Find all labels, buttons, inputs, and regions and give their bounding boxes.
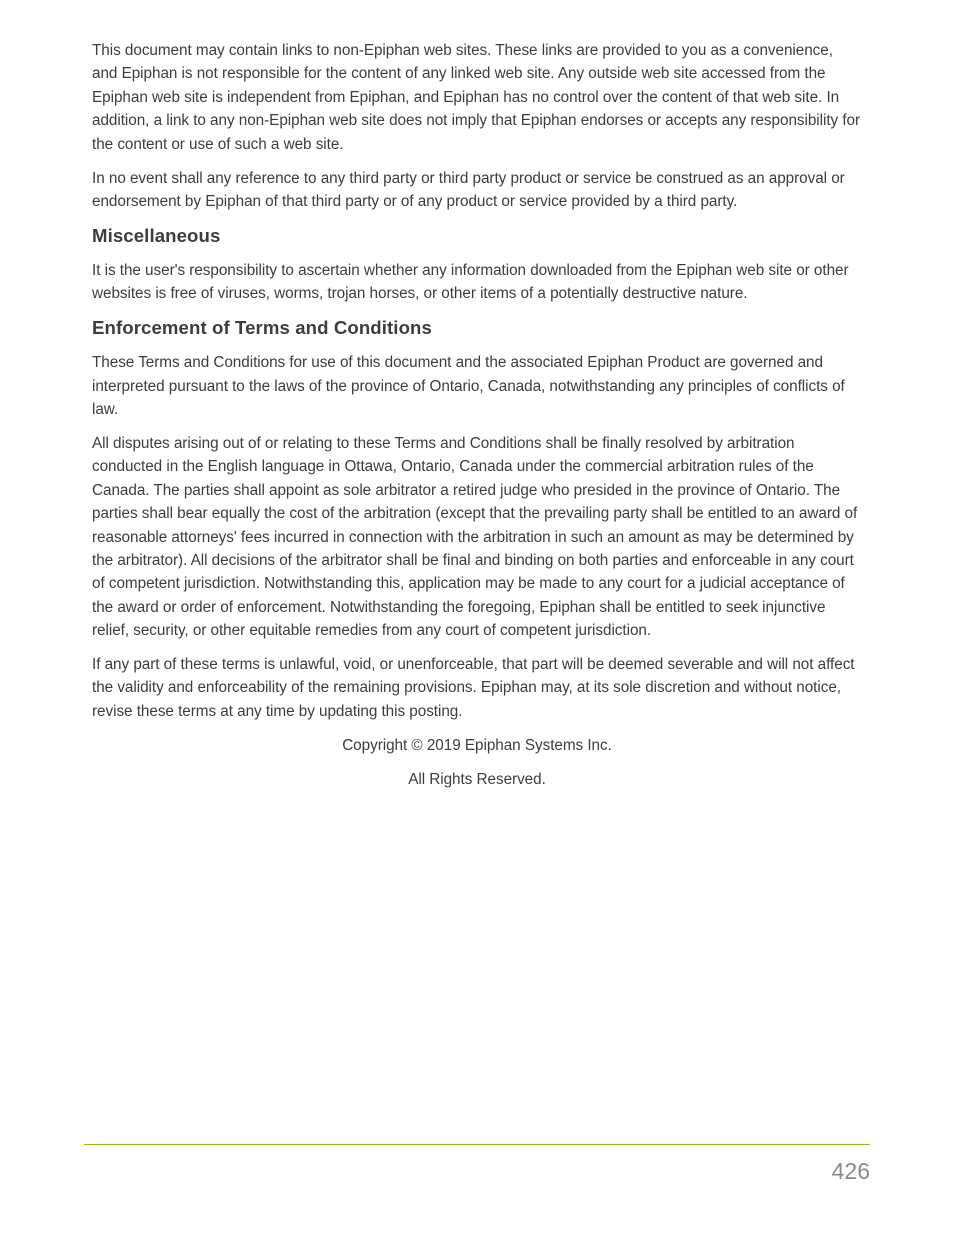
rights-reserved-line: All Rights Reserved. bbox=[408, 770, 546, 788]
page-number: 426 bbox=[831, 1158, 870, 1184]
document-body bbox=[92, 39, 862, 802]
paragraph-third-party: In no event shall any reference to any third party or third party product or service be construed as an approval or endorsement by Epiphan of that third party or of any product or service provided by a third party. bbox=[92, 169, 845, 210]
heading-miscellaneous: Miscellaneous bbox=[92, 224, 221, 246]
footer-divider bbox=[84, 1144, 870, 1145]
paragraph-miscellaneous: It is the user's responsibility to ascertain whether any information downloaded from the Epiphan web site or other websites is free of viruses, worms, trojan horses, or other items of a potentially destructive nature. bbox=[92, 261, 849, 303]
copyright-line: Copyright © 2019 Epiphan Systems Inc. bbox=[342, 736, 612, 754]
paragraph-arbitration: All disputes arising out of or relating to these Terms and Conditions shall be finally resolved by arbitration conducted in the English language in Ottawa, Ontario, Canada under the commercial arbitration rules of the Canada. The parties shall appoint as sole arbitrator a retired judge who presided in the province of Ontario. The parties shall bear equally the cost of the arbitration (except that the prevailing party shall be entitled to an award of reasonable attorneys' fees incurred in connection with the arbitration in such an amount as may be determined by the arbitrator). All decisions of the arbitrator shall be final and binding on both parties and enforceable in any court of competent jurisdiction. Notwithstanding this, application may be made to any court for a judicial acceptance of the award or order of enforcement. Notwithstanding the foregoing, Epiphan shall be entitled to seek injunctive relief, security, or other equitable remedies from any court of competent jurisdiction. bbox=[92, 434, 858, 640]
paragraph-severability: If any part of these terms is unlawful, void, or unenforceable, that part will be deemed severable and will not affect the validity and enforceability of the remaining provisions. Epiphan may, at its sole discretion and without notice, revise these terms at any time by updating this posting. bbox=[92, 656, 855, 720]
heading-enforcement: Enforcement of Terms and Conditions bbox=[92, 317, 432, 339]
paragraph-external-links: This document may contain links to non-Epiphan web sites. These links are provided to you as a convenience, and Epiphan is not responsible for the content of any linked web site. Any outside web site accessed from the Epiphan web site is independent from Epiphan, and Epiphan has no control over the content of that web site. In addition, a link to any non-Epiphan web site does not imply that Epiphan endorses or accepts any responsibility for the content or use of such a web site. bbox=[92, 42, 861, 153]
paragraph-governing-law: These Terms and Conditions for use of this document and the associated Epiphan Product are governed and interpreted pursuant to the laws of the province of Ontario, Canada, notwithstanding any principles of conflicts of law. bbox=[92, 354, 845, 418]
